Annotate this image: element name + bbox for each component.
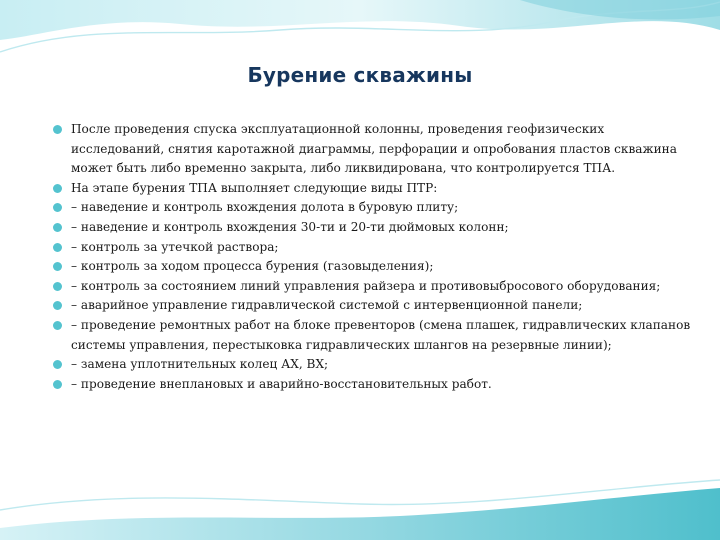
- bullet-list: [52, 120, 692, 394]
- list-item: [52, 198, 692, 218]
- list-item-text: – контроль за состоянием линий управления райзера и противовыбросового оборудования;: [71, 278, 661, 293]
- list-item: [52, 355, 692, 375]
- teal-circle-bullet-icon: [53, 243, 62, 252]
- list-item: [52, 316, 692, 355]
- list-item: [52, 277, 692, 297]
- teal-circle-bullet-icon: [53, 360, 62, 369]
- teal-circle-bullet-icon: [53, 184, 62, 193]
- list-item-text: – проведение внеплановых и аварийно-восстановительных работ.: [71, 376, 492, 391]
- list-item-text: – проведение ремонтных работ на блоке превенторов (смена плашек, гидравлических клапанов системы управления, перестыковка гидравлических шлангов на резервные линии);: [71, 317, 691, 352]
- teal-circle-bullet-icon: [53, 380, 62, 389]
- list-item-text: – наведение и контроль вхождения 30-ти и 20-ти дюймовых колонн;: [71, 219, 509, 234]
- list-item-text: – наведение и контроль вхождения долота в буровую плиту;: [71, 200, 459, 215]
- bottom-wave-decoration: [0, 470, 720, 540]
- list-item: [52, 257, 692, 277]
- list-item: [52, 375, 692, 395]
- list-item: [52, 238, 692, 258]
- list-item-text: – контроль за утечкой раствора;: [71, 239, 279, 254]
- bottom-wave-band: [0, 488, 720, 540]
- list-item-text: На этапе бурения ТПА выполняет следующие виды ПТР:: [71, 180, 438, 195]
- teal-circle-bullet-icon: [53, 125, 62, 134]
- teal-circle-bullet-icon: [53, 262, 62, 271]
- list-item-text: – контроль за ходом процесса бурения (газовыделения);: [71, 259, 434, 274]
- slide-title: Бурение скважины: [247, 63, 473, 87]
- teal-circle-bullet-icon: [53, 301, 62, 310]
- teal-circle-bullet-icon: [53, 321, 62, 330]
- list-item: [52, 120, 692, 179]
- teal-circle-bullet-icon: [53, 203, 62, 212]
- list-item: [52, 179, 692, 199]
- list-item-text: – аварийное управление гидравлической системой с интервенционной панели;: [71, 298, 583, 313]
- list-item-text: – замена уплотнительных колец АХ, ВХ;: [71, 357, 329, 372]
- list-item-text: После проведения спуска эксплуатационной колонны, проведения геофизических исследований, снятия каротажной диаграммы, перфорации и опробования пластов скважина может быть либо временно закрыта, либо ликвидирована, что контролируется ТПА.: [71, 122, 677, 176]
- teal-circle-bullet-icon: [53, 223, 62, 232]
- list-item: [52, 218, 692, 238]
- teal-circle-bullet-icon: [53, 282, 62, 291]
- list-item: [52, 296, 692, 316]
